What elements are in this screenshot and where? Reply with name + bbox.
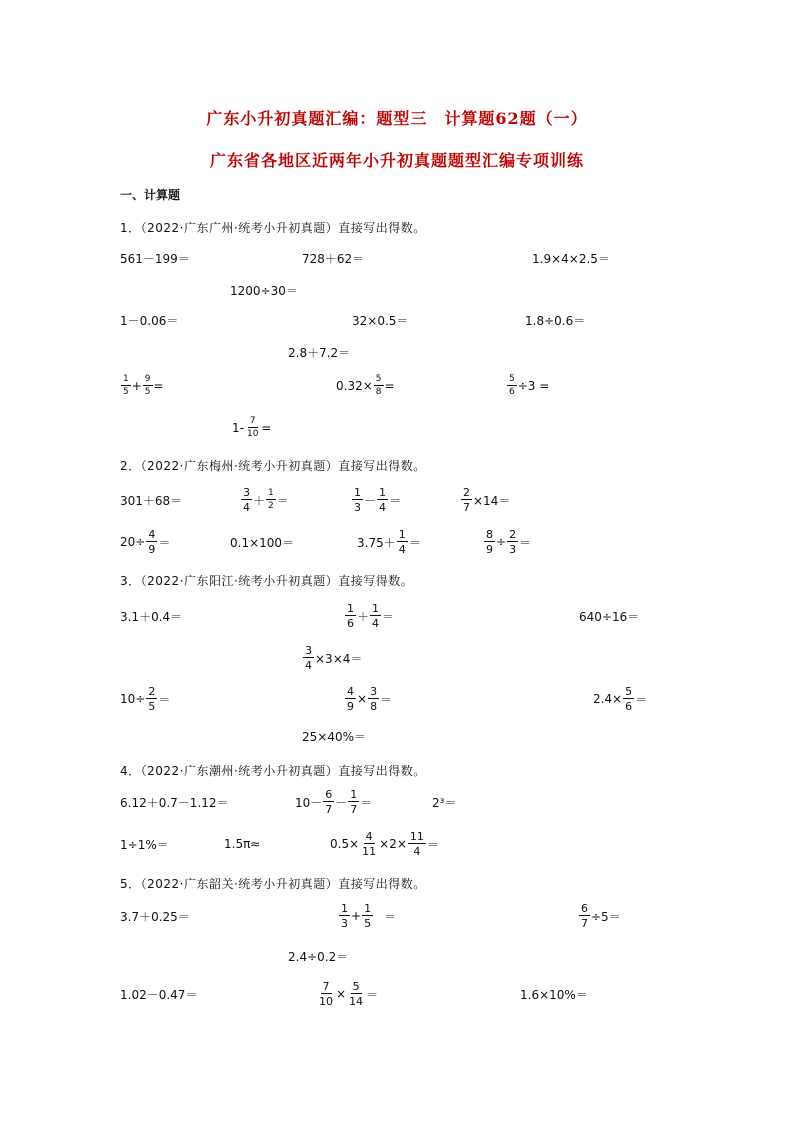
fraction: $\frac{5}{8}$	[375, 374, 382, 397]
q4-expr-b: 10－ 6 7 － 1 7 ＝	[295, 788, 373, 816]
q3-expr-h: 25×40%＝	[302, 729, 366, 744]
q3-expr-d: $\frac{3}{4}$ ×3×4＝	[305, 644, 363, 672]
q3-expr-f: $\frac{4}{9}$ × $\frac{3}{8}$ ＝	[347, 685, 393, 713]
fraction: $\frac{3}{4}$	[305, 644, 312, 672]
q2-expr-b: 3 4 ＋ 1 2 ＝	[243, 486, 289, 514]
fraction: $\frac{2}{5}$	[148, 685, 156, 713]
fraction: 1 4	[372, 602, 380, 630]
q1-expr-f: 32×0.5＝	[352, 313, 409, 328]
q3-expr-g: 2.4× $\frac{5}{6}$ ＝	[593, 685, 648, 713]
q2-expr-g: 3.75＋ 1 4 ＝	[357, 528, 421, 556]
fraction: $\frac{5}{6}$	[625, 685, 633, 713]
fraction: 1 3	[341, 902, 348, 930]
fraction: $\frac{4}{11}$	[362, 830, 377, 858]
q5-expr-g: 1.6×10%＝	[520, 987, 588, 1002]
fraction: 1 6	[347, 602, 354, 630]
fraction: 1 4	[379, 486, 387, 514]
fraction: $\frac{1}{5}$	[364, 902, 372, 930]
q1-expr-j: 0.32× $\frac{5}{8}$ =	[336, 374, 395, 397]
q1-expr-b: 728＋62＝	[302, 251, 365, 266]
q4-expr-d: 1÷1%＝	[120, 837, 169, 852]
q4-expr-f: 0.5× $\frac{4}{11}$ ×2× $\frac{11}{4}$ ＝	[330, 830, 439, 858]
fraction: 1 4	[398, 528, 406, 556]
fraction: $\frac{5}{14}$	[349, 980, 364, 1008]
fraction: $\frac{8}{9}$	[486, 528, 493, 556]
q1-expr-c: 1.9×4×2.5＝	[532, 251, 610, 266]
section-heading: 一、计算题	[120, 188, 181, 202]
fraction: $\frac{11}{4}$	[409, 830, 424, 858]
q5-expr-c: $\frac{6}{7}$ ÷5＝	[581, 902, 621, 930]
q2-expr-d: $\frac{2}{7}$ ×14＝	[463, 486, 511, 514]
question-4-label: 4．（2022·广东潮州·统考小升初真题）直接写出得数。	[120, 764, 426, 778]
q1-expr-i: 1 5 + $\frac{9}{5}$ =	[123, 374, 164, 397]
fraction: $\frac{7}{10}$	[246, 416, 259, 439]
page-subtitle: 广东省各地区近两年小升初真题题型汇编专项训练	[209, 151, 584, 170]
q1-expr-h: 2.8＋7.2＝	[288, 345, 351, 360]
q2-expr-e: 20÷ $\frac{4}{9}$ ＝	[120, 528, 171, 556]
q5-expr-e: 1.02－0.47＝	[120, 987, 198, 1002]
question-5-label: 5．（2022·广东韶关·统考小升初真题）直接写出得数。	[120, 877, 426, 891]
q4-expr-e: 1.5π≈	[224, 837, 261, 851]
fraction: 1 3	[354, 486, 361, 514]
q1-expr-d: 1200÷30＝	[230, 283, 298, 298]
fraction: $\frac{4}{9}$	[347, 685, 354, 713]
fraction: 3 4	[243, 486, 250, 514]
q3-expr-c: 640÷16＝	[579, 609, 640, 624]
question-1-label: 1．（2022·广东广州·统考小升初真题）直接写出得数。	[120, 221, 426, 235]
fraction: $\frac{6}{7}$	[581, 902, 588, 930]
q5-expr-d: 2.4÷0.2＝	[288, 949, 349, 964]
q3-expr-a: 3.1＋0.4＝	[120, 609, 183, 624]
q4-expr-a: 6.12＋0.7－1.12＝	[120, 795, 229, 810]
question-2-label: 2．（2022·广东梅州·统考小升初真题）直接写出得数。	[120, 459, 426, 473]
fraction: 1 5	[123, 374, 129, 397]
q1-expr-e: 1－0.06＝	[120, 313, 179, 328]
fraction: $\frac{9}{5}$	[144, 374, 151, 397]
fraction: $\frac{2}{7}$	[463, 486, 470, 514]
q3-expr-e: 10÷ $\frac{2}{5}$ ＝	[120, 685, 171, 713]
fraction: $\frac{4}{9}$	[148, 528, 156, 556]
fraction: 1 7	[350, 788, 358, 816]
page-title: 广东小升初真题汇编：题型三 计算题62题（一）	[206, 109, 588, 128]
q4-expr-c: 2³＝	[432, 795, 457, 810]
q2-expr-f: 0.1×100＝	[230, 535, 295, 550]
q5-expr-f: $\frac{7}{10}$ × $\frac{5}{14}$ ＝	[319, 980, 379, 1008]
q5-expr-a: 3.7＋0.25＝	[120, 909, 190, 924]
fraction: 1 2	[268, 488, 274, 511]
q1-expr-g: 1.8÷0.6＝	[525, 313, 586, 328]
fraction: 6 7	[325, 788, 333, 816]
q1-expr-k: $\frac{5}{6}$ ÷3 =	[509, 374, 550, 397]
fraction: $\frac{2}{3}$	[509, 528, 517, 556]
q1-expr-a: 561－199＝	[120, 251, 190, 266]
fraction: $\frac{3}{8}$	[370, 685, 378, 713]
q2-expr-h: $\frac{8}{9}$ ÷ $\frac{2}{3}$ ＝	[486, 528, 532, 556]
question-3-label: 3．（2022·广东阳江·统考小升初真题）直接写得数。	[120, 574, 414, 588]
q1-expr-l: 1- $\frac{7}{10}$ =	[232, 416, 272, 439]
q3-expr-b: 1 6 ＋ 1 4 ＝	[347, 602, 395, 630]
fraction: $\frac{5}{6}$	[509, 374, 515, 397]
q2-expr-a: 301＋68＝	[120, 493, 183, 508]
fraction: $\frac{7}{10}$	[319, 980, 333, 1008]
q2-expr-c: 1 3 － 1 4 ＝	[354, 486, 402, 514]
q5-expr-b: 1 3 + $\frac{1}{5}$ ＝	[341, 902, 397, 930]
